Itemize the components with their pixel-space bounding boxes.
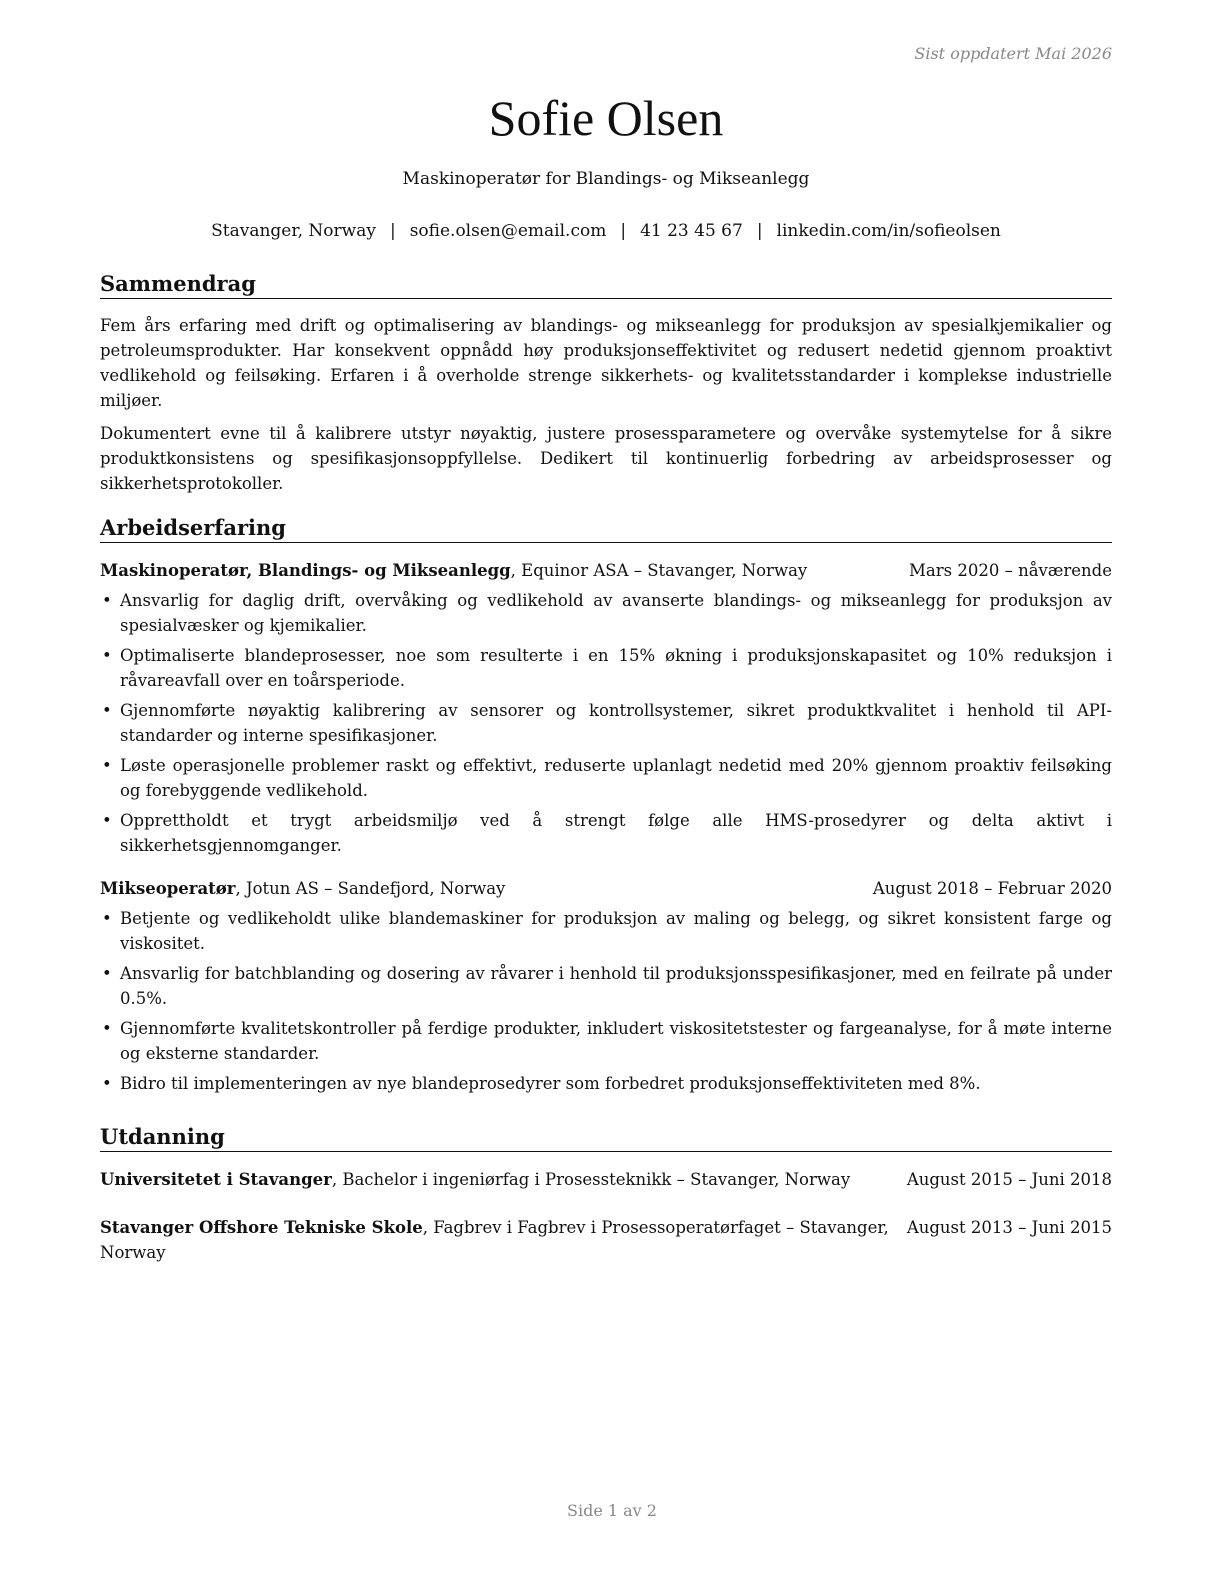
- education-section: [100, 1124, 1112, 1265]
- job-header: [100, 558, 1112, 583]
- bullet-icon: •: [102, 964, 112, 983]
- list-item: [100, 961, 1112, 1011]
- bullet-icon: •: [102, 1019, 112, 1038]
- education-entry: [100, 1215, 1112, 1265]
- bullet-text: Ansvarlig for batchblanding og dosering av råvarer i henhold til produksjonsspesifikasjoner, med en feilrate på under 0.5%.: [120, 964, 1112, 1008]
- education-school: Universitetet i Stavanger: [100, 1170, 332, 1189]
- list-item: [100, 588, 1112, 638]
- bullet-icon: •: [102, 756, 112, 775]
- education-detail: , Bachelor i ingeniørfag i Prosessteknikk – Stavanger, Norway: [331, 1170, 851, 1189]
- list-item: [100, 1071, 1112, 1096]
- education-line: [100, 1167, 907, 1192]
- bullet-icon: •: [102, 701, 112, 720]
- list-item: [100, 1016, 1112, 1066]
- summary-paragraph: Dokumentert evne til å kalibrere utstyr nøyaktig, justere prosessparametere og overvåke systemytelse for å sikre produktkonsistens og spesifikasjonsoppfyllelse. Dedikert til kontinuerlig forbedring av arbeidsprosesser og sikkerhetsprotokoller.: [100, 424, 1112, 493]
- job-role: Maskinoperatør, Blandings- og Mikseanlegg: [100, 561, 511, 580]
- job-company: , Equinor ASA – Stavanger, Norway: [510, 561, 808, 580]
- bullet-text: Optimaliserte blandeprosesser, noe som resulterte i en 15% økning i produksjonskapasitet og 10% reduksjon i råvareavfall over en toårsperiode.: [120, 646, 1112, 690]
- list-item: [100, 643, 1112, 693]
- education-title: Utdanning: [100, 1124, 1112, 1152]
- bullet-icon: •: [102, 591, 112, 610]
- bullet-icon: •: [102, 909, 112, 928]
- bullet-icon: •: [102, 646, 112, 665]
- education-detail: , Fagbrev i Fagbrev i Prosessoperatørfaget – Stavanger, Norway: [100, 1218, 889, 1262]
- contact-email[interactable]: sofie.olsen@email.com: [409, 221, 607, 241]
- summary-title: Sammendrag: [100, 271, 1112, 299]
- list-item: [100, 698, 1112, 748]
- bullet-text: Gjennomførte nøyaktig kalibrering av sensorer og kontrollsystemer, sikret produktkvalitet i henhold til API-standarder og interne spesifikasjoner.: [120, 701, 1112, 745]
- bullet-text: Bidro til implementeringen av nye blandeprosedyrer som forbedret produksjonseffektiviteten med 8%.: [120, 1074, 981, 1093]
- experience-section: [100, 515, 1112, 1101]
- job-title-line: [100, 876, 872, 901]
- job-bullets: [100, 588, 1112, 858]
- education-school: Stavanger Offshore Tekniske Skole: [100, 1218, 423, 1237]
- job-entry: [100, 876, 1112, 1096]
- bullet-text: Løste operasjonelle problemer raskt og effektivt, reduserte uplanlagt nedetid med 20% gjennom proaktiv feilsøking og forebyggende vedlikehold.: [120, 756, 1112, 800]
- page-number: Side 1 av 2: [567, 1501, 657, 1520]
- education-line: [100, 1215, 907, 1265]
- job-title-line: [100, 558, 909, 583]
- contact-separator: |: [756, 221, 763, 241]
- contact-linkedin[interactable]: linkedin.com/in/sofieolsen: [776, 221, 1001, 241]
- contact-location: Stavanger, Norway: [211, 221, 376, 241]
- last-updated: Sist oppdatert Mai 2026: [914, 44, 1112, 63]
- candidate-headline: Maskinoperatør for Blandings- og Mikseanlegg: [402, 169, 810, 189]
- job-company: , Jotun AS – Sandefjord, Norway: [235, 879, 506, 898]
- list-item: [100, 753, 1112, 803]
- job-dates: August 2018 – Februar 2020: [872, 879, 1112, 898]
- bullet-text: Opprettholdt et trygt arbeidsmiljø ved å strengt følge alle HMS-prosedyrer og delta aktivt i sikkerhetsgjennomganger.: [120, 811, 1112, 855]
- job-bullets: [100, 906, 1112, 1096]
- education-dates: August 2013 – Juni 2015: [906, 1218, 1112, 1237]
- summary-section: [100, 271, 1112, 496]
- bullet-text: Ansvarlig for daglig drift, overvåking og vedlikehold av avanserte blandings- og mikseanlegg for produksjon av spesialvæsker og kjemikalier.: [120, 591, 1112, 635]
- experience-title: Arbeidserfaring: [100, 515, 1112, 543]
- job-dates: Mars 2020 – nåværende: [909, 561, 1112, 580]
- contact-separator: |: [389, 221, 396, 241]
- job-header: [100, 876, 1112, 901]
- bullet-text: Gjennomførte kvalitetskontroller på ferdige produkter, inkludert viskositetstester og fargeanalyse, for å møte interne og eksterne standarder.: [120, 1019, 1112, 1063]
- education-dates: August 2015 – Juni 2018: [906, 1170, 1112, 1189]
- list-item: [100, 808, 1112, 858]
- candidate-name: Sofie Olsen: [488, 90, 724, 146]
- bullet-icon: •: [102, 811, 112, 830]
- bullet-text: Betjente og vedlikeholdt ulike blandemaskiner for produksjon av maling og belegg, og sikret konsistent farge og viskositet.: [120, 909, 1112, 953]
- summary-paragraph: Fem års erfaring med drift og optimalisering av blandings- og mikseanlegg for produksjon av spesialkjemikalier og petroleumsprodukter. Har konsekvent oppnådd høy produksjonseffektivitet og redusert nedetid gjennom proaktivt vedlikehold og feilsøking. Erfaren i å overholde strenge sikkerhets- og kvalitetsstandarder i komplekse industrielle miljøer.: [100, 316, 1112, 410]
- bullet-icon: •: [102, 1074, 112, 1093]
- list-item: [100, 906, 1112, 956]
- job-role: Mikseoperatør: [100, 879, 236, 898]
- contact-separator: |: [620, 221, 627, 241]
- contact-phone: 41 23 45 67: [640, 221, 743, 241]
- job-entry: [100, 558, 1112, 858]
- contact-line: [100, 220, 1112, 242]
- education-entry: [100, 1167, 1112, 1192]
